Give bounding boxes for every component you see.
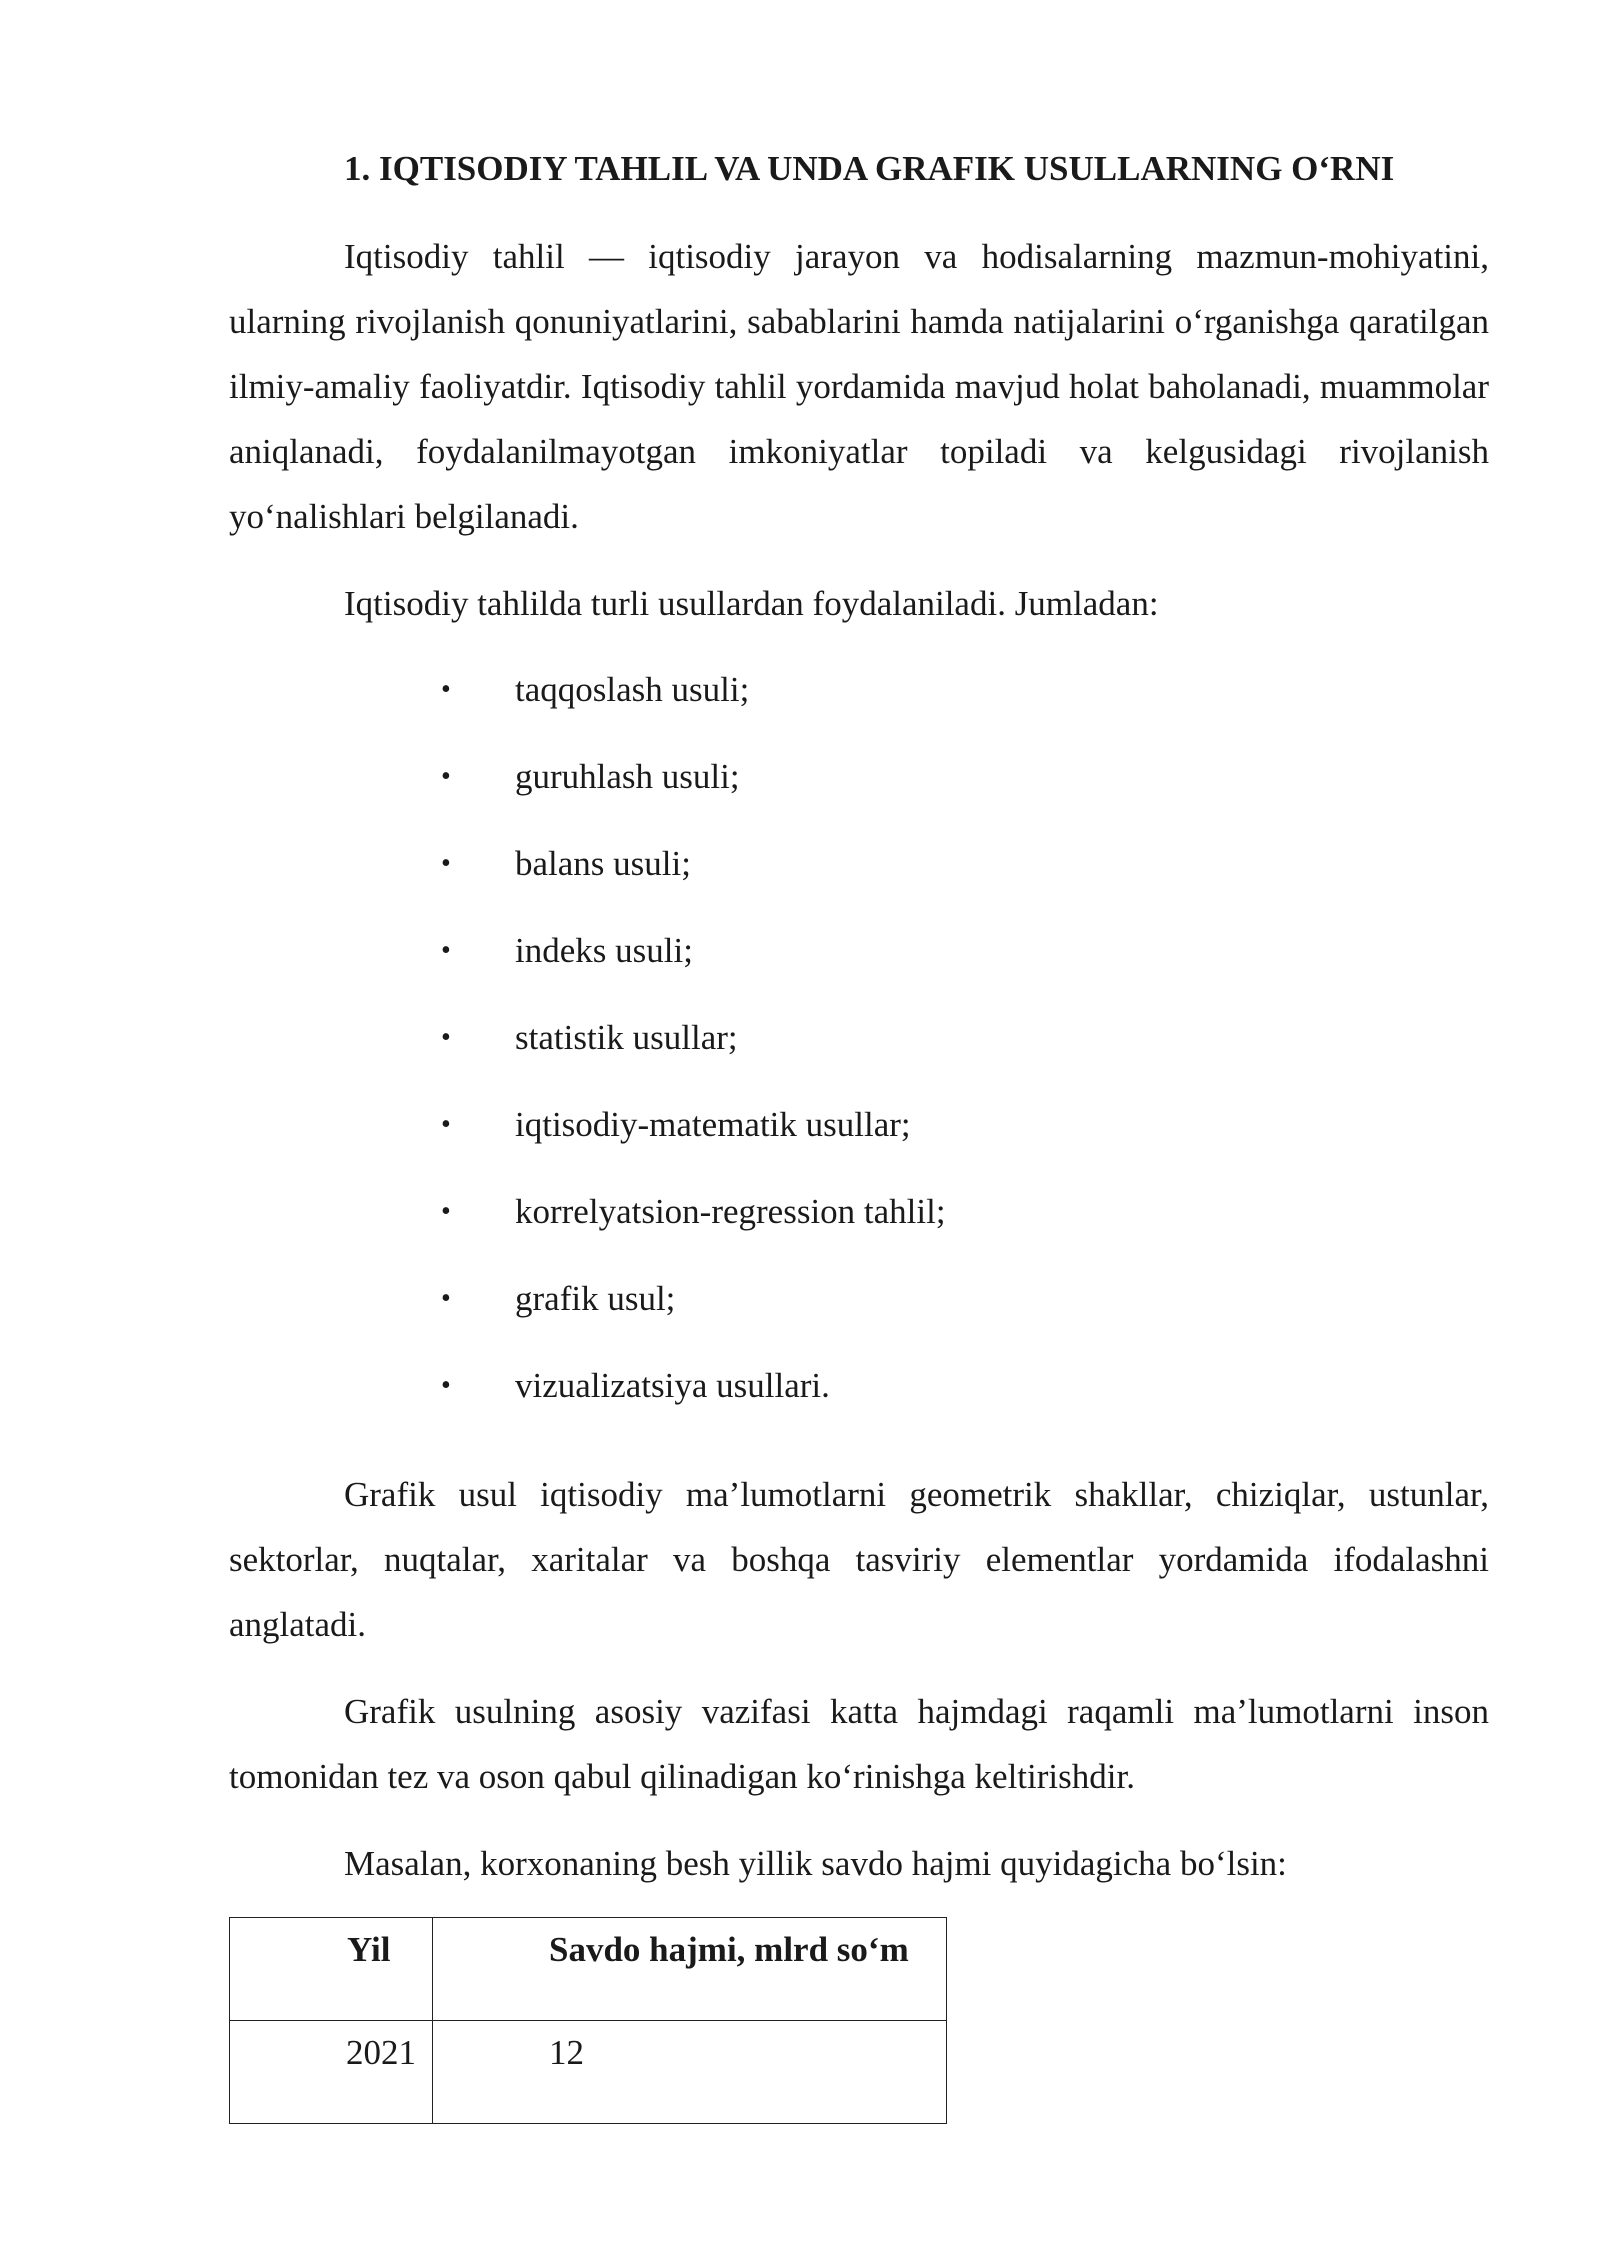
list-item-text: korrelyatsion-regression tahlil; xyxy=(515,1192,946,1231)
list-item xyxy=(229,657,1489,744)
table-cell-year: 2021 xyxy=(230,2021,433,2124)
bullet-icon: • xyxy=(441,761,451,792)
list-item-text: iqtisodiy-matematik usullar; xyxy=(515,1105,911,1144)
bullet-icon: • xyxy=(441,1022,451,1053)
table-row xyxy=(230,2021,947,2124)
paragraph-example-intro: Masalan, korxonaning besh yillik savdo hajmi quyidagicha bo‘lsin: xyxy=(344,1844,1287,1883)
list-item-text: grafik usul; xyxy=(515,1279,676,1318)
list-item-text: guruhlash usuli; xyxy=(515,757,740,796)
document-page xyxy=(229,148,1489,2124)
table-header-row xyxy=(230,1918,947,2021)
bullet-icon: • xyxy=(441,935,451,966)
list-item-text: taqqoslash usuli; xyxy=(515,670,750,709)
list-item xyxy=(229,1179,1489,1266)
list-item-text: balans usuli; xyxy=(515,844,691,883)
table-header-year: Yil xyxy=(230,1918,433,2021)
methods-list xyxy=(229,657,1489,1440)
list-item xyxy=(229,1266,1489,1353)
bullet-icon: • xyxy=(441,1283,451,1314)
list-item-text: statistik usullar; xyxy=(515,1018,738,1057)
paragraph-graphic-purpose: Grafik usulning asosiy vazifasi katta hajmdagi raqamli ma’lumotlarni inson tomonidan tez va oson qabul qilinadigan ko‘rinishga keltirishdir. xyxy=(229,1692,1489,1796)
list-item xyxy=(229,831,1489,918)
paragraph-graphic-method: Grafik usul iqtisodiy ma’lumotlarni geometrik shakllar, chiziqlar, ustunlar, sektorlar, nuqtalar, xaritalar va boshqa tasviriy elementlar yordamida ifodalashni anglatadi. xyxy=(229,1475,1489,1644)
table-cell-volume: 12 xyxy=(433,2021,947,2124)
list-item xyxy=(229,918,1489,1005)
bullet-icon: • xyxy=(441,1109,451,1140)
list-item xyxy=(229,1005,1489,1092)
list-item xyxy=(229,744,1489,831)
list-item-text: vizualizatsiya usullari. xyxy=(515,1366,830,1405)
bullet-icon: • xyxy=(441,1196,451,1227)
list-item-text: indeks usuli; xyxy=(515,931,693,970)
table-header-volume: Savdo hajmi, mlrd so‘m xyxy=(433,1918,947,2021)
bullet-icon: • xyxy=(441,674,451,705)
bullet-icon: • xyxy=(441,1370,451,1401)
bullet-icon: • xyxy=(441,848,451,879)
list-item xyxy=(229,1092,1489,1179)
paragraph-definition: Iqtisodiy tahlil — iqtisodiy jarayon va hodisalarning mazmun-mohiyatini, ularning rivojlanish qonuniyatlarini, sabablarini hamda natijalarini o‘rganishga qaratilgan ilmiy-amaliy faoliyatdir. Iqtisodiy tahlil yordamida mavjud holat baholanadi, muammolar aniqlanadi, foydalanilmayotgan imkoniyatlar topiladi va kelgusidagi rivojlanish yo‘nalishlari belgilanadi. xyxy=(229,237,1489,536)
section-heading: 1. IQTISODIY TAHLIL VA UNDA GRAFIK USULLARNING O‘RNI xyxy=(344,149,1395,188)
sales-table xyxy=(229,1917,947,2124)
list-item xyxy=(229,1353,1489,1440)
paragraph-methods-intro: Iqtisodiy tahlilda turli usullardan foydalaniladi. Jumladan: xyxy=(344,584,1159,623)
